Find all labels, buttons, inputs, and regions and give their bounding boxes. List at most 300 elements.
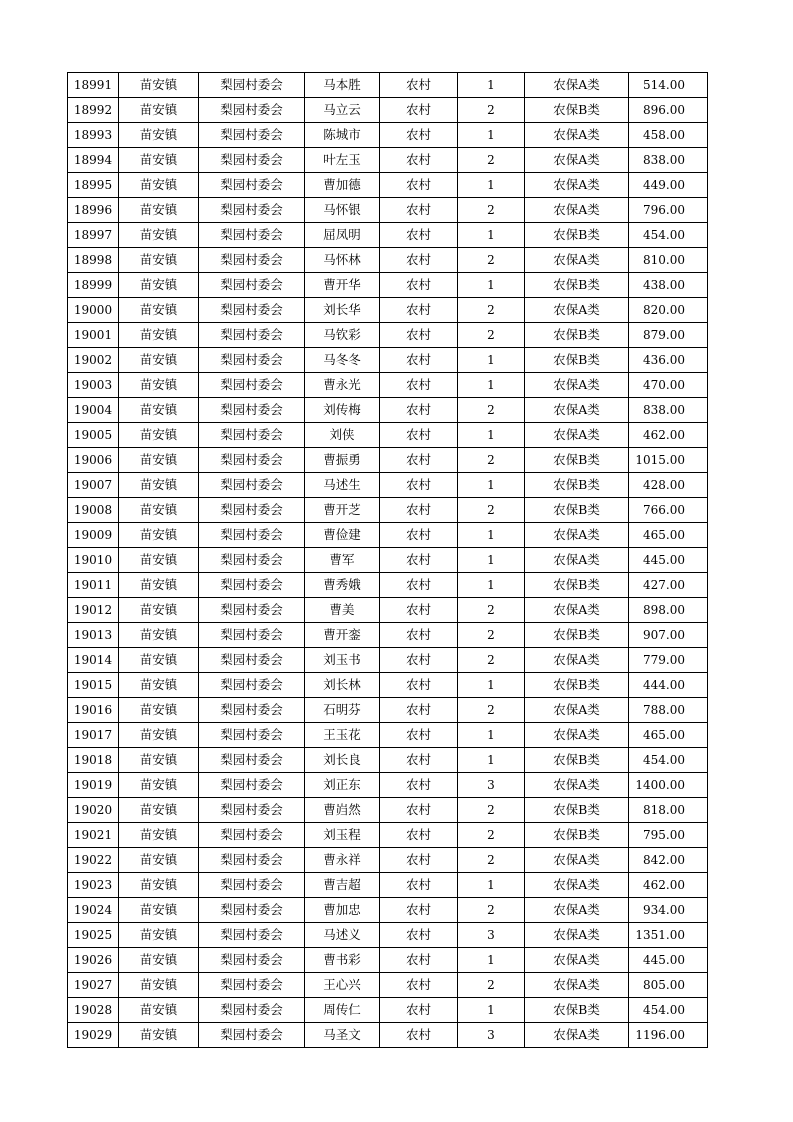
amount-cell: 818.00 [629,798,708,823]
amount-cell: 820.00 [629,298,708,323]
household-size-cell: 1 [458,948,525,973]
person-name-cell: 刘长林 [305,673,380,698]
table-row [68,898,708,923]
person-name-cell: 曹振勇 [305,448,380,473]
person-name-cell: 曹军 [305,548,380,573]
village-committee-cell: 梨园村委会 [199,773,305,798]
area-type-cell: 农村 [380,973,458,998]
household-size-cell: 1 [458,173,525,198]
row-id-cell: 19017 [68,723,119,748]
household-size-cell: 1 [458,748,525,773]
village-committee-cell: 梨园村委会 [199,648,305,673]
table-row [68,123,708,148]
town-cell: 苗安镇 [119,948,199,973]
row-id-cell: 18998 [68,248,119,273]
area-type-cell: 农村 [380,623,458,648]
person-name-cell: 马怀银 [305,198,380,223]
amount-cell: 427.00 [629,573,708,598]
household-size-cell: 2 [458,698,525,723]
person-name-cell: 王玉花 [305,723,380,748]
household-size-cell: 1 [458,373,525,398]
person-name-cell: 曹书彩 [305,948,380,973]
household-size-cell: 2 [458,848,525,873]
person-name-cell: 刘玉程 [305,823,380,848]
town-cell: 苗安镇 [119,1023,199,1048]
insurance-type-cell: 农保A类 [525,173,629,198]
person-name-cell: 马圣文 [305,1023,380,1048]
household-size-cell: 1 [458,573,525,598]
town-cell: 苗安镇 [119,498,199,523]
insurance-type-cell: 农保A类 [525,898,629,923]
person-name-cell: 曹岿然 [305,798,380,823]
household-size-cell: 2 [458,498,525,523]
insurance-type-cell: 农保A类 [525,873,629,898]
area-type-cell: 农村 [380,873,458,898]
insurance-type-cell: 农保B类 [525,473,629,498]
area-type-cell: 农村 [380,698,458,723]
person-name-cell: 刘传梅 [305,398,380,423]
area-type-cell: 农村 [380,423,458,448]
table-row [68,323,708,348]
person-name-cell: 周传仁 [305,998,380,1023]
amount-cell: 454.00 [629,223,708,248]
village-committee-cell: 梨园村委会 [199,998,305,1023]
village-committee-cell: 梨园村委会 [199,123,305,148]
area-type-cell: 农村 [380,398,458,423]
household-size-cell: 2 [458,323,525,348]
row-id-cell: 19003 [68,373,119,398]
town-cell: 苗安镇 [119,898,199,923]
insurance-type-cell: 农保B类 [525,998,629,1023]
household-size-cell: 2 [458,198,525,223]
row-id-cell: 18999 [68,273,119,298]
town-cell: 苗安镇 [119,123,199,148]
row-id-cell: 19022 [68,848,119,873]
town-cell: 苗安镇 [119,773,199,798]
person-name-cell: 马冬冬 [305,348,380,373]
row-id-cell: 19021 [68,823,119,848]
household-size-cell: 1 [458,473,525,498]
household-size-cell: 1 [458,273,525,298]
person-name-cell: 马本胜 [305,73,380,98]
row-id-cell: 19007 [68,473,119,498]
area-type-cell: 农村 [380,573,458,598]
person-name-cell: 叶左玉 [305,148,380,173]
area-type-cell: 农村 [380,298,458,323]
area-type-cell: 农村 [380,773,458,798]
amount-cell: 449.00 [629,173,708,198]
household-size-cell: 3 [458,923,525,948]
town-cell: 苗安镇 [119,973,199,998]
amount-cell: 1351.00 [629,923,708,948]
table-row [68,448,708,473]
row-id-cell: 18994 [68,148,119,173]
area-type-cell: 农村 [380,798,458,823]
village-committee-cell: 梨园村委会 [199,923,305,948]
insurance-type-cell: 农保A类 [525,398,629,423]
table-row [68,348,708,373]
village-committee-cell: 梨园村委会 [199,598,305,623]
town-cell: 苗安镇 [119,373,199,398]
area-type-cell: 农村 [380,523,458,548]
town-cell: 苗安镇 [119,598,199,623]
person-name-cell: 刘长华 [305,298,380,323]
village-committee-cell: 梨园村委会 [199,673,305,698]
person-name-cell: 刘玉书 [305,648,380,673]
amount-cell: 934.00 [629,898,708,923]
area-type-cell: 农村 [380,123,458,148]
table-row [68,798,708,823]
household-size-cell: 3 [458,1023,525,1048]
person-name-cell: 曹加忠 [305,898,380,923]
village-committee-cell: 梨园村委会 [199,173,305,198]
data-table [67,72,708,1048]
amount-cell: 879.00 [629,323,708,348]
town-cell: 苗安镇 [119,673,199,698]
village-committee-cell: 梨园村委会 [199,698,305,723]
household-size-cell: 2 [458,248,525,273]
table-row [68,523,708,548]
row-id-cell: 18992 [68,98,119,123]
town-cell: 苗安镇 [119,723,199,748]
amount-cell: 470.00 [629,373,708,398]
amount-cell: 810.00 [629,248,708,273]
village-committee-cell: 梨园村委会 [199,248,305,273]
table-row [68,773,708,798]
village-committee-cell: 梨园村委会 [199,448,305,473]
area-type-cell: 农村 [380,73,458,98]
amount-cell: 1196.00 [629,1023,708,1048]
row-id-cell: 18995 [68,173,119,198]
village-committee-cell: 梨园村委会 [199,623,305,648]
area-type-cell: 农村 [380,598,458,623]
amount-cell: 438.00 [629,273,708,298]
amount-cell: 838.00 [629,148,708,173]
area-type-cell: 农村 [380,848,458,873]
amount-cell: 465.00 [629,723,708,748]
row-id-cell: 19015 [68,673,119,698]
table-row [68,673,708,698]
table-row [68,823,708,848]
row-id-cell: 19001 [68,323,119,348]
household-size-cell: 1 [458,523,525,548]
village-committee-cell: 梨园村委会 [199,548,305,573]
household-size-cell: 2 [458,598,525,623]
person-name-cell: 曹俭建 [305,523,380,548]
table-row [68,1023,708,1048]
row-id-cell: 18996 [68,198,119,223]
row-id-cell: 19010 [68,548,119,573]
area-type-cell: 农村 [380,473,458,498]
insurance-type-cell: 农保A类 [525,648,629,673]
area-type-cell: 农村 [380,923,458,948]
area-type-cell: 农村 [380,98,458,123]
row-id-cell: 19016 [68,698,119,723]
amount-cell: 462.00 [629,423,708,448]
table-row [68,423,708,448]
person-name-cell: 陈城市 [305,123,380,148]
row-id-cell: 18991 [68,73,119,98]
amount-cell: 444.00 [629,673,708,698]
insurance-type-cell: 农保B类 [525,98,629,123]
household-size-cell: 2 [458,148,525,173]
table-row [68,73,708,98]
insurance-type-cell: 农保B类 [525,573,629,598]
household-size-cell: 2 [458,623,525,648]
town-cell: 苗安镇 [119,98,199,123]
amount-cell: 428.00 [629,473,708,498]
area-type-cell: 农村 [380,148,458,173]
table-row [68,598,708,623]
village-committee-cell: 梨园村委会 [199,98,305,123]
amount-cell: 445.00 [629,948,708,973]
insurance-type-cell: 农保A类 [525,948,629,973]
household-size-cell: 2 [458,823,525,848]
insurance-type-cell: 农保A类 [525,973,629,998]
area-type-cell: 农村 [380,648,458,673]
insurance-type-cell: 农保B类 [525,823,629,848]
table-row [68,498,708,523]
person-name-cell: 马钦彩 [305,323,380,348]
insurance-type-cell: 农保A类 [525,523,629,548]
village-committee-cell: 梨园村委会 [199,423,305,448]
household-size-cell: 1 [458,348,525,373]
town-cell: 苗安镇 [119,923,199,948]
village-committee-cell: 梨园村委会 [199,473,305,498]
insurance-type-cell: 农保B类 [525,348,629,373]
row-id-cell: 18993 [68,123,119,148]
insurance-type-cell: 农保A类 [525,548,629,573]
row-id-cell: 19026 [68,948,119,973]
area-type-cell: 农村 [380,823,458,848]
row-id-cell: 19028 [68,998,119,1023]
table-row [68,648,708,673]
household-size-cell: 1 [458,548,525,573]
village-committee-cell: 梨园村委会 [199,198,305,223]
row-id-cell: 19012 [68,598,119,623]
table-row [68,148,708,173]
town-cell: 苗安镇 [119,423,199,448]
person-name-cell: 曹吉超 [305,873,380,898]
row-id-cell: 19005 [68,423,119,448]
amount-cell: 805.00 [629,973,708,998]
household-size-cell: 2 [458,898,525,923]
village-committee-cell: 梨园村委会 [199,873,305,898]
person-name-cell: 曹美 [305,598,380,623]
insurance-type-cell: 农保A类 [525,248,629,273]
table-row [68,473,708,498]
area-type-cell: 农村 [380,948,458,973]
insurance-type-cell: 农保A类 [525,423,629,448]
amount-cell: 454.00 [629,748,708,773]
area-type-cell: 农村 [380,173,458,198]
town-cell: 苗安镇 [119,998,199,1023]
amount-cell: 896.00 [629,98,708,123]
household-size-cell: 1 [458,73,525,98]
town-cell: 苗安镇 [119,573,199,598]
household-size-cell: 2 [458,798,525,823]
town-cell: 苗安镇 [119,148,199,173]
insurance-type-cell: 农保A类 [525,73,629,98]
amount-cell: 795.00 [629,823,708,848]
village-committee-cell: 梨园村委会 [199,398,305,423]
village-committee-cell: 梨园村委会 [199,323,305,348]
insurance-type-cell: 农保A类 [525,698,629,723]
insurance-type-cell: 农保A类 [525,773,629,798]
insurance-type-cell: 农保B类 [525,748,629,773]
town-cell: 苗安镇 [119,323,199,348]
row-id-cell: 19019 [68,773,119,798]
table-row [68,748,708,773]
area-type-cell: 农村 [380,348,458,373]
area-type-cell: 农村 [380,198,458,223]
town-cell: 苗安镇 [119,848,199,873]
insurance-type-cell: 农保A类 [525,198,629,223]
insurance-type-cell: 农保B类 [525,323,629,348]
town-cell: 苗安镇 [119,523,199,548]
row-id-cell: 19014 [68,648,119,673]
insurance-type-cell: 农保B类 [525,623,629,648]
area-type-cell: 农村 [380,498,458,523]
row-id-cell: 19004 [68,398,119,423]
village-committee-cell: 梨园村委会 [199,348,305,373]
table-row [68,223,708,248]
table-body [68,73,708,1048]
row-id-cell: 19011 [68,573,119,598]
town-cell: 苗安镇 [119,223,199,248]
village-committee-cell: 梨园村委会 [199,948,305,973]
row-id-cell: 19002 [68,348,119,373]
insurance-type-cell: 农保B类 [525,448,629,473]
table-row [68,873,708,898]
row-id-cell: 19013 [68,623,119,648]
person-name-cell: 刘正东 [305,773,380,798]
amount-cell: 788.00 [629,698,708,723]
area-type-cell: 农村 [380,273,458,298]
person-name-cell: 马述义 [305,923,380,948]
row-id-cell: 19009 [68,523,119,548]
insurance-type-cell: 农保A类 [525,923,629,948]
person-name-cell: 马述生 [305,473,380,498]
village-committee-cell: 梨园村委会 [199,823,305,848]
person-name-cell: 马怀林 [305,248,380,273]
town-cell: 苗安镇 [119,198,199,223]
town-cell: 苗安镇 [119,873,199,898]
table-row [68,848,708,873]
amount-cell: 462.00 [629,873,708,898]
village-committee-cell: 梨园村委会 [199,373,305,398]
amount-cell: 838.00 [629,398,708,423]
household-size-cell: 2 [458,973,525,998]
row-id-cell: 18997 [68,223,119,248]
amount-cell: 445.00 [629,548,708,573]
person-name-cell: 曹开芝 [305,498,380,523]
row-id-cell: 19018 [68,748,119,773]
person-name-cell: 马立云 [305,98,380,123]
insurance-type-cell: 农保B类 [525,273,629,298]
village-committee-cell: 梨园村委会 [199,148,305,173]
area-type-cell: 农村 [380,673,458,698]
person-name-cell: 刘长良 [305,748,380,773]
row-id-cell: 19023 [68,873,119,898]
town-cell: 苗安镇 [119,248,199,273]
insurance-type-cell: 农保A类 [525,373,629,398]
insurance-type-cell: 农保A类 [525,848,629,873]
household-size-cell: 1 [458,673,525,698]
person-name-cell: 屈凤明 [305,223,380,248]
person-name-cell: 曹开銮 [305,623,380,648]
row-id-cell: 19006 [68,448,119,473]
person-name-cell: 王心兴 [305,973,380,998]
town-cell: 苗安镇 [119,398,199,423]
town-cell: 苗安镇 [119,623,199,648]
insurance-type-cell: 农保A类 [525,598,629,623]
area-type-cell: 农村 [380,748,458,773]
table-row [68,948,708,973]
row-id-cell: 19025 [68,923,119,948]
table-row [68,273,708,298]
area-type-cell: 农村 [380,548,458,573]
village-committee-cell: 梨园村委会 [199,1023,305,1048]
town-cell: 苗安镇 [119,648,199,673]
table-row [68,973,708,998]
village-committee-cell: 梨园村委会 [199,498,305,523]
row-id-cell: 19000 [68,298,119,323]
amount-cell: 1400.00 [629,773,708,798]
household-size-cell: 1 [458,423,525,448]
person-name-cell: 曹永祥 [305,848,380,873]
insurance-type-cell: 农保A类 [525,1023,629,1048]
village-committee-cell: 梨园村委会 [199,223,305,248]
town-cell: 苗安镇 [119,298,199,323]
village-committee-cell: 梨园村委会 [199,298,305,323]
insurance-type-cell: 农保A类 [525,723,629,748]
town-cell: 苗安镇 [119,173,199,198]
town-cell: 苗安镇 [119,473,199,498]
amount-cell: 458.00 [629,123,708,148]
area-type-cell: 农村 [380,448,458,473]
table-row [68,923,708,948]
table-row [68,998,708,1023]
town-cell: 苗安镇 [119,448,199,473]
table-row [68,298,708,323]
village-committee-cell: 梨园村委会 [199,798,305,823]
amount-cell: 842.00 [629,848,708,873]
table-row [68,173,708,198]
table-row [68,98,708,123]
amount-cell: 779.00 [629,648,708,673]
amount-cell: 907.00 [629,623,708,648]
household-size-cell: 2 [458,398,525,423]
table-row [68,373,708,398]
household-size-cell: 2 [458,448,525,473]
row-id-cell: 19008 [68,498,119,523]
table-row [68,248,708,273]
household-size-cell: 2 [458,298,525,323]
town-cell: 苗安镇 [119,73,199,98]
household-size-cell: 1 [458,723,525,748]
town-cell: 苗安镇 [119,348,199,373]
table-row [68,548,708,573]
town-cell: 苗安镇 [119,698,199,723]
village-committee-cell: 梨园村委会 [199,73,305,98]
amount-cell: 766.00 [629,498,708,523]
town-cell: 苗安镇 [119,823,199,848]
table-row [68,398,708,423]
person-name-cell: 曹加德 [305,173,380,198]
person-name-cell: 曹秀娥 [305,573,380,598]
table-row [68,698,708,723]
